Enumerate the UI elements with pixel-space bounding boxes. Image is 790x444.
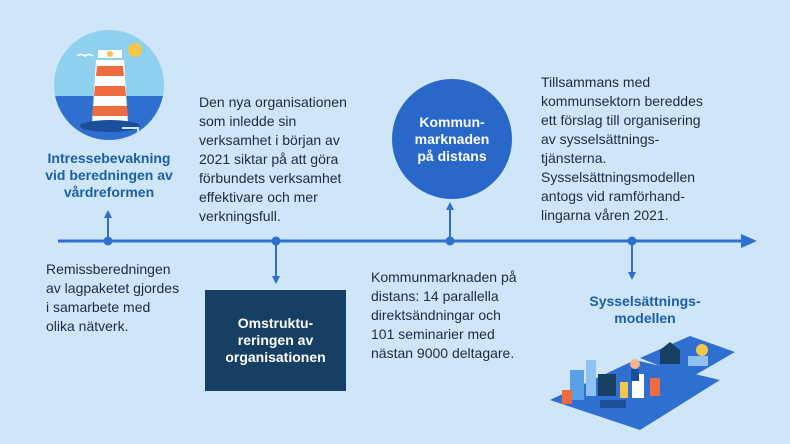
kommunmarknaden-circle	[392, 79, 512, 199]
sysselsattning-title: Sysselsättnings- modellen	[589, 293, 701, 326]
kommunmarknaden-detail: Kommunmarknaden på distans: 14 parallella direktsändningar och 101 seminarier med nästan 9000 deltagare.	[371, 269, 517, 361]
sysselsattning-detail: Tillsammans med kommunsektorn bereddes ett förslag till organisering av sysselsättnings- tjänsterna. Sysselsättningsmodellen antogs vid ramförhand- lingarna våren 2021.	[541, 74, 703, 223]
connector-1-arrow	[104, 210, 112, 218]
intressebevakning-detail: Remissberedningen av lagpaketet gjordes i samarbete med olika nätverk.	[46, 261, 180, 334]
omstruktureringen-detail: Den nya organisationen som inledde sin verksamhet i början av 2021 siktar på att göra förbundets verksamhet effektivare och mer verkningsfull.	[199, 94, 347, 224]
kommunmarknaden-title: Kommun- marknaden på distans	[414, 113, 490, 164]
connector-3-arrow	[446, 202, 454, 210]
lighthouse-icon	[52, 28, 166, 142]
intressebevakning-title: Intressebevakning vid beredningen av vårdreformen	[45, 150, 173, 200]
omstruktureringen-title: Omstruktu- reringen av organisationen	[225, 315, 326, 365]
timeline-arrowhead	[741, 234, 757, 248]
city-illustration-icon	[540, 330, 740, 434]
connector-2-arrow	[272, 276, 280, 284]
omstruktureringen-title-box	[205, 290, 346, 391]
connector-4-arrow	[628, 272, 636, 280]
